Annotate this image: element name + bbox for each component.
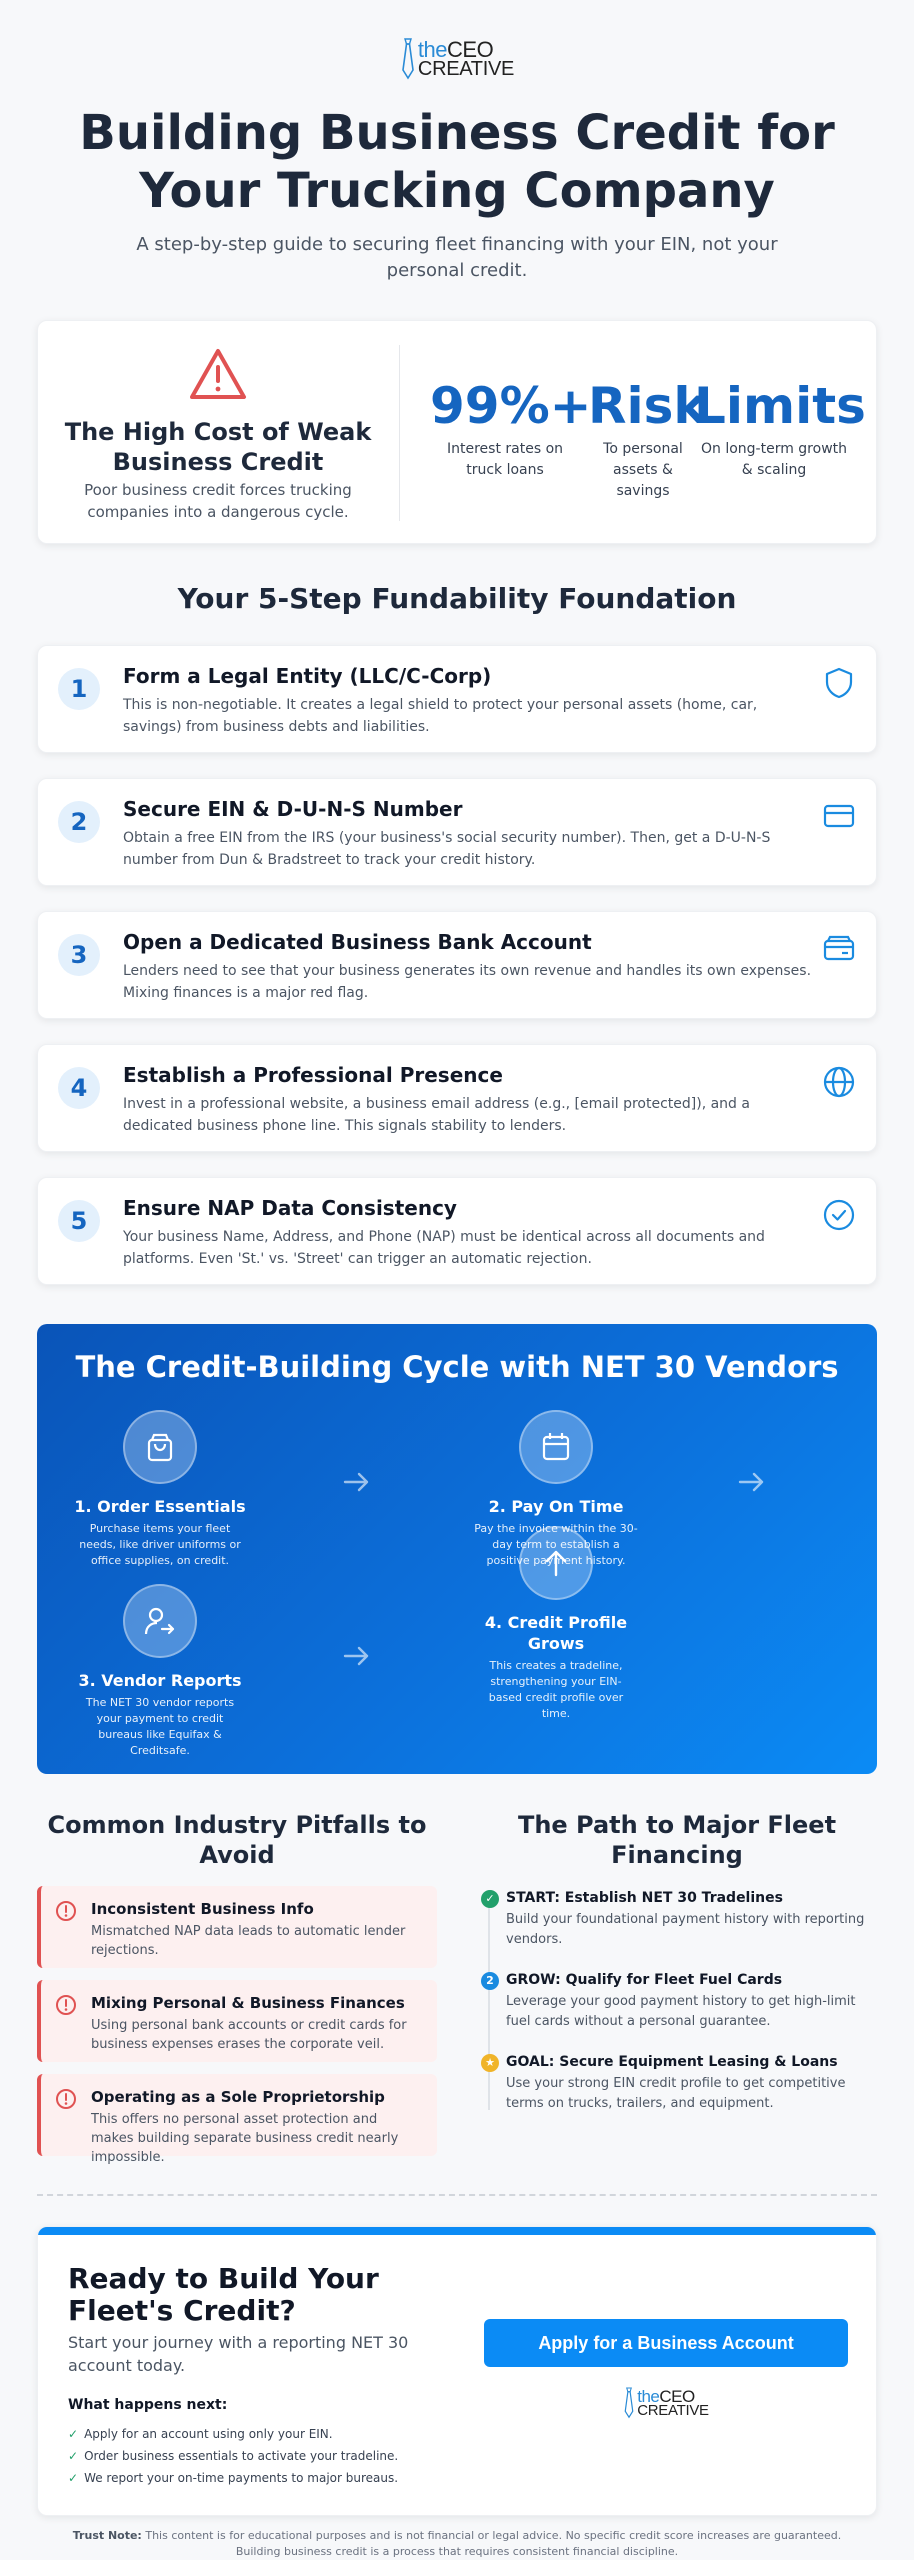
pitfall-desc: Using personal bank accounts or credit cards for business expenses erases the corporate veil. <box>91 2018 407 2052</box>
credit-card-icon <box>822 799 856 833</box>
path-step-title: GOAL: Secure Equipment Leasing & Loans <box>506 2054 838 2070</box>
cycle-label: 4. Credit Profile Grows <box>484 1613 628 1653</box>
list-item: ✓ Order business essentials to activate your tradeline. <box>68 2449 399 2463</box>
step-desc: Invest in a professional website, a business email address (e.g., [email protected]), and a dedicated business phone line. This signals stability to lenders. <box>123 1096 750 1134</box>
cycle-title: The Credit-Building Cycle with NET 30 Vendors <box>75 1350 839 1384</box>
stat-label: On long-term growth & scaling <box>700 441 848 478</box>
apply-button[interactable]: Apply for a Business Account <box>484 2319 848 2367</box>
step-card-1 <box>37 645 877 753</box>
cta-accent-bar <box>38 2227 877 2235</box>
pitfall-title: Mixing Personal & Business Finances <box>91 1994 405 2012</box>
cycle-step-grow <box>456 1526 656 1722</box>
path-step-title: START: Establish NET 30 Tradelines <box>506 1890 783 1906</box>
cycle-label: 3. Vendor Reports <box>78 1671 242 1690</box>
path-step-desc: Build your foundational payment history with reporting vendors. <box>506 1912 865 1947</box>
step-title: Open a Dedicated Business Bank Account <box>123 930 592 954</box>
step-desc: Obtain a free EIN from the IRS (your business's social security number). Then, get a D-U-N-S number from Dun & Bradstreet to track your credit history. <box>123 830 771 868</box>
stat-value: Limits <box>694 377 866 435</box>
cta-subtitle: Start your journey with a reporting NET 30 account today. <box>68 2333 409 2375</box>
pitfall-item <box>37 1886 437 1968</box>
step-title: Secure EIN & D-U-N-S Number <box>123 797 463 821</box>
hero-title: Building Business Credit for Your Trucking Company <box>79 105 835 219</box>
step-number: 2 <box>58 801 100 843</box>
globe-icon <box>822 1065 856 1099</box>
list-item: ✓ We report your on-time payments to major bureaus. <box>68 2471 399 2485</box>
step-number: 5 <box>58 1200 100 1242</box>
pitfall-title: Operating as a Sole Proprietorship <box>91 2088 385 2106</box>
tie-icon <box>623 2387 635 2419</box>
cost-desc: Poor business credit forces trucking companies into a dangerous cycle. <box>84 481 352 521</box>
list-item: ✓ Apply for an account using only your EIN. <box>68 2427 333 2441</box>
step-title: Establish a Professional Presence <box>123 1063 503 1087</box>
cycle-label: 2. Pay On Time <box>488 1497 624 1516</box>
pitfall-title: Inconsistent Business Info <box>91 1900 314 1918</box>
cycle-label: 1. Order Essentials <box>74 1497 246 1516</box>
trust-label: Trust Note: <box>72 2529 142 2542</box>
stat-interest <box>430 377 592 481</box>
path-title: The Path to Major Fleet Financing <box>517 1811 837 1869</box>
path-step-desc: Leverage your good payment history to get high-limit fuel cards without a personal guarantee. <box>506 1994 856 2029</box>
stat-label: Interest rates on truck loans <box>446 441 564 478</box>
pitfalls-title: Common Industry Pitfalls to Avoid <box>47 1811 427 1869</box>
step-number: 3 <box>58 934 100 976</box>
user-share-icon <box>143 1604 177 1638</box>
header-logo[interactable] <box>0 38 914 80</box>
logo-the: the <box>637 2386 660 2406</box>
alert-circle-icon <box>55 1994 77 2016</box>
check-icon: ✓ <box>68 2449 79 2463</box>
pitfall-item <box>37 1980 437 2062</box>
pitfall-item <box>37 2074 437 2165</box>
cycle-desc: Purchase items your fleet needs, like driver uniforms or office supplies, on credit. <box>79 1522 241 1567</box>
pitfall-desc: This offers no personal asset protection and makes building separate business credit nearly impossible. <box>91 2112 399 2165</box>
alert-circle-icon <box>55 2088 77 2110</box>
step-title: Ensure NAP Data Consistency <box>123 1196 457 1220</box>
alert-circle-icon <box>55 1900 77 1922</box>
cycle-step-order <box>60 1410 260 1569</box>
step-card-4 <box>37 1044 877 1152</box>
stat-risk <box>588 377 707 502</box>
step-card-3 <box>37 911 877 1019</box>
path-step-title: GROW: Qualify for Fleet Fuel Cards <box>506 1972 783 1988</box>
check-icon: ✓ <box>68 2427 79 2441</box>
stat-value: Risk <box>588 377 707 435</box>
check-icon: ✓ <box>68 2471 79 2485</box>
cycle-desc: Pay the invoice within the 30-day term to establish a positive payment history. <box>474 1522 638 1567</box>
star-icon: ★ <box>481 2054 499 2072</box>
check-icon: ✓ <box>481 1890 499 1908</box>
high-cost-card <box>37 320 877 544</box>
step-card-5 <box>37 1177 877 1285</box>
divider <box>399 345 400 521</box>
cycle-step-report <box>60 1584 260 1759</box>
step-desc: Your business Name, Address, and Phone (NAP) must be identical across all documents and platforms. Even 'St.' vs. 'Street' can trigger an automatic rejection. <box>123 1229 765 1267</box>
logo-creative: CREATIVE <box>417 57 515 80</box>
arrow-right-icon <box>342 1644 372 1668</box>
stat-label: To personal assets & savings <box>603 441 683 499</box>
timeline-line <box>488 1890 490 2110</box>
step-card-2 <box>37 778 877 886</box>
logo-the: the <box>417 37 448 63</box>
step-number: 4 <box>58 1067 100 1109</box>
logo-creative: CREATIVE <box>637 2401 709 2419</box>
shield-icon <box>822 666 856 700</box>
path-step-desc: Use your strong EIN credit profile to get competitive terms on trucks, trailers, and equipment. <box>506 2076 846 2111</box>
step-desc: This is non-negotiable. It creates a legal shield to protect your personal assets (home, car, savings) from business debts and liabilities. <box>123 697 758 735</box>
shopping-bag-icon <box>143 1430 177 1464</box>
credit-cycle-section <box>37 1324 877 1774</box>
trust-text: This content is for educational purposes and is not financial or legal advice. No specific credit score increases are guaranteed. Building business credit is a process that requires consistent financial discipline. <box>145 2529 842 2558</box>
cta-logo[interactable] <box>484 2387 848 2419</box>
next-steps-list <box>68 2423 398 2489</box>
step-number: 1 <box>58 668 100 710</box>
arrow-right-icon <box>342 1470 372 1494</box>
arrow-right-icon <box>737 1470 767 1494</box>
check-circle-icon <box>822 1198 856 1232</box>
steps-section-title: Your 5-Step Fundability Foundation <box>177 582 737 615</box>
hero-subtitle: A step-by-step guide to securing fleet financing with your EIN, not your personal credit. <box>136 234 778 281</box>
stat-limits <box>694 377 866 481</box>
step-two-icon: 2 <box>481 1972 499 1990</box>
wallet-icon <box>822 932 856 966</box>
stat-value: 99%+ <box>430 377 592 435</box>
arrow-up-icon <box>539 1546 573 1580</box>
cta-card <box>37 2226 877 2516</box>
section-divider <box>37 2194 877 2196</box>
calendar-icon <box>539 1430 573 1464</box>
cycle-desc: This creates a tradeline, strengthening your EIN-based credit profile over time. <box>488 1659 624 1720</box>
cost-title: The High Cost of Weak Business Credit <box>64 418 372 476</box>
step-title: Form a Legal Entity (LLC/C-Corp) <box>123 664 492 688</box>
cycle-desc: The NET 30 vendor reports your payment to credit bureaus like Equifax & Creditsafe. <box>85 1696 235 1757</box>
pitfall-desc: Mismatched NAP data leads to automatic lender rejections. <box>91 1924 406 1958</box>
next-steps-title: What happens next: <box>68 2397 228 2413</box>
step-desc: Lenders need to see that your business generates its own revenue and handles its own expenses. Mixing finances is a major red flag. <box>123 963 812 1001</box>
logo-ceo: CEO <box>447 37 494 63</box>
tie-icon <box>400 38 416 80</box>
warning-icon <box>188 347 248 401</box>
cta-title: Ready to Build Your Fleet's Credit? <box>68 2262 379 2327</box>
logo-ceo: CEO <box>659 2386 695 2406</box>
trust-note <box>50 2528 864 2560</box>
